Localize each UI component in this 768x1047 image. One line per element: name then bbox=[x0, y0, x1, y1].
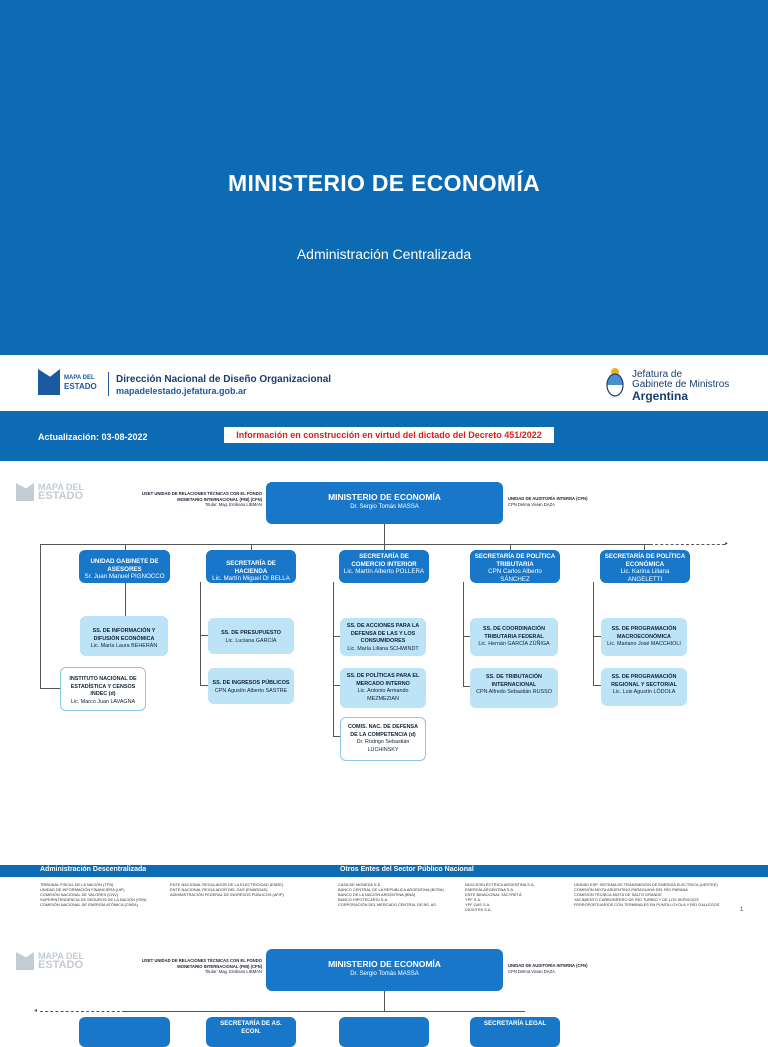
ss-mercado-interno-box[interactable] bbox=[340, 668, 426, 708]
cover-slide bbox=[0, 0, 768, 355]
col2-stem bbox=[200, 582, 201, 686]
ss-coordinacion-tributaria-box[interactable] bbox=[470, 618, 558, 656]
box-name: Lic. Luis Agustín LÓDOLA bbox=[612, 689, 676, 695]
watermark-logo-icon bbox=[16, 483, 34, 501]
list-item: ENTE NACIONAL REGULADOR DE LA ELECTRICIDAD (ENRE) bbox=[170, 882, 284, 887]
decentralized-list-1 bbox=[40, 882, 165, 907]
uset-name: Titular: Mag. Emiliano LIBMAN bbox=[204, 969, 262, 974]
list-item: TRIBUNAL FISCAL DE LA NACIÓN (TFN) bbox=[40, 882, 114, 887]
audit-unit bbox=[508, 963, 628, 974]
col5-tick1 bbox=[593, 636, 601, 637]
unidad-gabinete-box[interactable] bbox=[79, 550, 170, 583]
jefatura-line-2: Gabinete de Ministros bbox=[632, 379, 730, 390]
list-item: YPF S.A. bbox=[465, 897, 481, 902]
audit-title: UNIDAD DE AUDITORÍA INTERNA (CFN) bbox=[508, 963, 588, 968]
list-item: NUCLEOELÉCTRICA ARGENTINA S.A. bbox=[465, 882, 535, 887]
box-title: SECRETARÍA LEGAL bbox=[483, 1020, 547, 1027]
audit-title: UNIDAD DE AUDITORÍA INTERNA (CFN) bbox=[508, 496, 588, 501]
watermark-logo-icon bbox=[16, 952, 34, 970]
trunk-line bbox=[384, 524, 385, 544]
decentralized-heading: Administración Descentralizada bbox=[40, 866, 147, 873]
box-title: SS. DE PROGRAMACIÓN REGIONAL Y SECTORIAL bbox=[611, 674, 677, 688]
list-item: COMISIÓN NACIONAL DE ENERGÍA ATÓMICA (CNEA) bbox=[40, 902, 138, 907]
ss-informacion-box[interactable] bbox=[80, 616, 168, 656]
box-name: Lic. Karina Liliana ANGELETTI bbox=[620, 568, 670, 583]
box-name: Lic. Martín Alberto POLLERA bbox=[343, 568, 425, 575]
dashed-extension-line bbox=[650, 544, 725, 545]
box-name: Lic. Marco Juan LAVAGNA bbox=[70, 698, 136, 705]
box-name: CPN Alfredo Sebastián RUSSO bbox=[476, 689, 552, 695]
box-title: SS. DE INGRESOS PÚBLICOS bbox=[212, 680, 290, 686]
trunk-line bbox=[384, 991, 385, 1011]
decentralized-header-bar bbox=[0, 865, 768, 877]
arrow-left-icon: ◂ bbox=[34, 1008, 38, 1014]
box-name: Sr. Juan Manuel PIGNOCCO bbox=[84, 573, 165, 580]
box-title: SS. DE COORDINACIÓN TRIBUTARIA FEDERAL bbox=[483, 626, 545, 640]
minister-name: Dr. Sergio Tomás MASSA bbox=[350, 971, 419, 977]
box-cut-3[interactable] bbox=[339, 1017, 429, 1047]
col5-stem bbox=[593, 582, 594, 686]
indec-link-line bbox=[40, 688, 60, 689]
list-item: DIOXITEK S.A. bbox=[465, 907, 492, 912]
list-item: BANCO CENTRAL DE LA REPÚBLICA ARGENTINA (BCRA) bbox=[338, 887, 444, 892]
list-item: COMISIÓN TÉCNICA MIXTA DE SALTO GRANDE bbox=[574, 892, 662, 897]
box-title: SS. DE PROGRAMACIÓN MACROECONÓMICA bbox=[611, 626, 677, 640]
watermark-text-2: ESTADO bbox=[38, 959, 84, 971]
list-item: ENERGÍA ARGENTINA S.A. bbox=[465, 887, 515, 892]
page-number: 1 bbox=[740, 907, 744, 913]
secretaria-politica-tributaria-box[interactable] bbox=[470, 550, 560, 583]
box-name: Lic. María Laura BEHERÁN bbox=[90, 643, 158, 649]
comision-competencia-box[interactable] bbox=[340, 717, 426, 761]
list-item: YPF GAS S.A. bbox=[465, 902, 491, 907]
cover-subtitle: Administración Centralizada bbox=[296, 246, 472, 262]
box-name: Lic. Luciana GARCÍA bbox=[225, 637, 277, 644]
box-title: SECRETARÍA DE COMERCIO INTERIOR bbox=[351, 553, 417, 568]
list-item: ADMINISTRACIÓN FEDERAL DE INGRESOS PÚBLICOS (AFIP) bbox=[170, 892, 284, 897]
update-bar bbox=[0, 411, 768, 461]
brand-header bbox=[0, 355, 768, 411]
watermark-text-1: MAPA DEL bbox=[38, 951, 84, 961]
org-chart-page-2 bbox=[0, 930, 768, 1035]
col2-tick1 bbox=[200, 635, 208, 636]
direction-url[interactable]: mapadelestado.jefatura.gob.ar bbox=[116, 386, 247, 396]
uset-title: USET UNIDAD DE RELACIONES TÉCNICAS CON EL FONDO MONETARIO INTERNACIONAL (FMI) (CFN) bbox=[142, 491, 262, 502]
uset-title: USET UNIDAD DE RELACIONES TÉCNICAS CON EL FONDO MONETARIO INTERNACIONAL (FMI) (CFN) bbox=[142, 958, 262, 969]
box-title: SS. DE TRIBUTACIÓN INTERNACIONAL bbox=[486, 674, 542, 688]
col4-stem bbox=[463, 582, 464, 687]
box-title: SS. DE PRESUPUESTO bbox=[221, 630, 281, 636]
cover-title: MINISTERIO DE ECONOMÍA bbox=[227, 170, 540, 196]
list-item: YACIMIENTO CARBONÍFERO DE RÍO TURBIO Y DE LOS SERVICIOS FERROPORTUARIOS CON TERMINALES EN PUNTA LOYOLA Y RÍO GALLEGOS bbox=[574, 897, 720, 907]
watermark-text-1: MAPA DEL bbox=[38, 482, 84, 492]
minister-title: MINISTERIO DE ECONOMÍA bbox=[328, 492, 441, 502]
audit-unit bbox=[508, 496, 628, 507]
logo-text-2: ESTADO bbox=[64, 382, 97, 391]
col5-tick2 bbox=[593, 685, 601, 686]
argentina-coat-of-arms-icon bbox=[604, 367, 626, 399]
other-entities-list-1 bbox=[338, 882, 458, 907]
list-item: ENTE BINACIONAL YACYRETÁ bbox=[465, 892, 522, 897]
audit-name: CPN Delma Vivian DAZA bbox=[508, 501, 555, 507]
box-name: Lic. Antonio Armando MEZMEZIAN bbox=[357, 688, 409, 702]
uset-name: Titular: Mag. Emiliano LIBMAN bbox=[204, 502, 262, 507]
uset-unit bbox=[138, 491, 262, 508]
list-item: UNIDAD DE INFORMACIÓN FINANCIERA (UIF) bbox=[40, 887, 125, 892]
col1-stem bbox=[125, 582, 126, 616]
box-title: SECRETARÍA DE AS. ECON. bbox=[220, 1020, 282, 1035]
box-title: SS. DE POLÍTICAS PARA EL MERCADO INTERNO bbox=[346, 673, 420, 687]
secretaria-politica-economica-box[interactable] bbox=[600, 550, 690, 583]
update-date: Actualización: 03-08-2022 bbox=[38, 432, 148, 442]
box-name: Dr. Rodrigo Sebastián LUCHINSKY bbox=[356, 739, 410, 753]
secretaria-comercio-box[interactable] bbox=[339, 550, 429, 583]
other-entities-list-3 bbox=[574, 882, 736, 907]
secretaria-as-econ-box[interactable] bbox=[206, 1017, 296, 1047]
logo-text-1: MAPA DEL bbox=[64, 375, 95, 381]
jefatura-line-3: Argentina bbox=[632, 389, 689, 403]
secretaria-hacienda-box[interactable] bbox=[206, 550, 296, 583]
minister-name: Dr. Sergio Tomás MASSA bbox=[350, 504, 419, 510]
minister-box[interactable] bbox=[266, 482, 503, 524]
decentralized-list-2 bbox=[170, 882, 330, 897]
col2-tick2 bbox=[200, 685, 208, 686]
box-name: CPN Agustín Alberto SASTRE bbox=[214, 687, 288, 694]
box-title: SS. DE ACCIONES PARA LA DEFENSA DE LAS Y LOS CONSUMIDORES bbox=[346, 623, 420, 644]
minister-box[interactable] bbox=[266, 949, 503, 991]
box-name: Lic. Mariano José MACCHIOLI bbox=[607, 641, 681, 647]
list-item: ENTE NACIONAL REGULADOR DEL GAS (ENARGAS) bbox=[170, 887, 268, 892]
box-cut-1[interactable] bbox=[79, 1017, 170, 1047]
box-title: INSTITUTO NACIONAL DE ESTADÍSTICA Y CENSOS INDEC (d) bbox=[69, 676, 137, 697]
mapa-del-estado-logo-icon bbox=[38, 369, 60, 395]
list-item: SUPERINTENDENCIA DE SEGUROS DE LA NACIÓN (SSN) bbox=[40, 897, 147, 902]
arrow-right-icon: ▸ bbox=[725, 541, 729, 547]
box-name: Lic. Martín Miguel DI BELLA bbox=[212, 575, 290, 582]
update-notice: Información en construcción en virtud del dictado del Decreto 451/2022 bbox=[224, 427, 554, 443]
list-item: CORPORACIÓN DEL MERCADO CENTRAL DE BS. AS. bbox=[338, 902, 437, 907]
box-name: Lic. Hernán GARCÍA ZÚÑIGA bbox=[478, 641, 550, 647]
ss-ingresos-publicos-box[interactable] bbox=[208, 668, 294, 704]
box-title: SS. DE INFORMACIÓN Y DIFUSIÓN ECONÓMICA bbox=[92, 628, 156, 642]
box-name: Lic. María Liliana SCHWINDT bbox=[347, 645, 419, 652]
logo-divider bbox=[108, 372, 109, 396]
list-item: BANCO HIPOTECARIO S.A. bbox=[338, 897, 389, 902]
box-title: SECRETARÍA DE POLÍTICA ECONÓMICA bbox=[604, 553, 686, 568]
jefatura-line-1: Jefatura de bbox=[632, 369, 683, 380]
box-title: UNIDAD GABINETE DE ASESORES bbox=[90, 558, 159, 573]
org-chart bbox=[0, 461, 768, 865]
uset-unit bbox=[138, 958, 262, 975]
ss-defensa-consumidores-box[interactable] bbox=[340, 618, 426, 656]
list-item: COMISIÓN MIXTA ARGENTINO-PARAGUAYA DEL RÍO PARANÁ bbox=[574, 887, 688, 892]
ss-presupuesto-box[interactable] bbox=[208, 618, 294, 654]
box-name: CPN Carlos Alberto SÁNCHEZ bbox=[488, 568, 542, 583]
dashed-left-line bbox=[40, 1011, 125, 1012]
direction-title: Dirección Nacional de Diseño Organizacional bbox=[116, 374, 332, 385]
ss-programacion-regional-box[interactable] bbox=[601, 668, 687, 706]
left-drop-line bbox=[40, 544, 41, 688]
ss-tributacion-internacional-box[interactable] bbox=[470, 668, 558, 708]
horizontal-bus-line bbox=[40, 544, 650, 545]
other-entities-heading: Otros Entes del Sector Público Nacional bbox=[340, 866, 474, 873]
list-item: CASA DE MONEDA S.E. bbox=[338, 882, 382, 887]
list-item: COMISIÓN NACIONAL DE VALORES (CNV) bbox=[40, 892, 119, 897]
watermark-text-2: ESTADO bbox=[38, 490, 84, 502]
horizontal-bus-line bbox=[125, 1011, 525, 1012]
ss-programacion-macroeconomica-box[interactable] bbox=[601, 618, 687, 656]
list-item: BANCO DE LA NACIÓN ARGENTINA (BNA) bbox=[338, 892, 416, 897]
audit-name: CPN Delma Vivian DAZA bbox=[508, 968, 555, 974]
other-entities-list-2 bbox=[465, 882, 565, 912]
box-title: COMIS. NAC. DE DEFENSA DE LA COMPETENCIA (d) bbox=[347, 724, 419, 738]
col3-stem bbox=[333, 582, 334, 737]
minister-title: MINISTERIO DE ECONOMÍA bbox=[328, 959, 441, 969]
indec-box[interactable] bbox=[60, 667, 146, 711]
secretaria-legal-box[interactable] bbox=[470, 1017, 560, 1047]
box-title: SECRETARÍA DE HACIENDA bbox=[226, 560, 276, 575]
list-item: UNIDAD ESP. SISTEMA DE TRANSMISIÓN DE ENERGÍA ELÉCTRICA (UESTEE) bbox=[574, 882, 718, 887]
box-title: SECRETARÍA DE POLÍTICA TRIBUTARIA bbox=[474, 553, 556, 568]
